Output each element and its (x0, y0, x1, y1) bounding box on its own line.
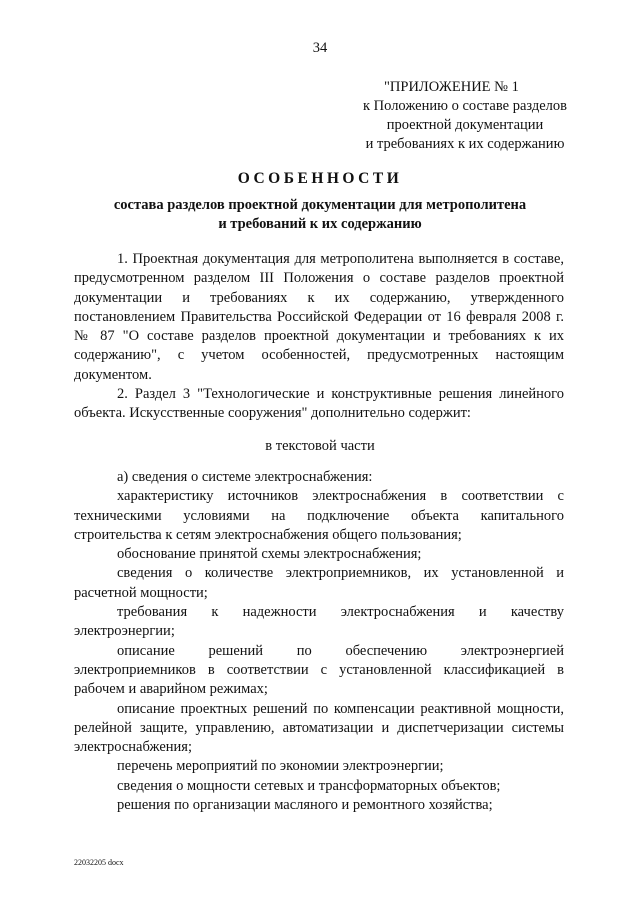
list-item: решения по организации масляного и ремонтного хозяйства; (117, 797, 493, 814)
section-heading: в текстовой части (265, 438, 375, 454)
subtitle-line: состава разделов проектной документации для метрополитена (113, 197, 527, 213)
list-item: перечень мероприятий по экономии электроэнергии; (117, 758, 444, 775)
document-title: ОСОБЕННОСТИ (237, 170, 403, 187)
list-item: сведения о мощности сетевых и трансформаторных объектов; (117, 777, 501, 794)
paragraph-1: 1. Проектная документация для метрополитена выполняется в составе, предусмотренном разделом III Положения о составе разделов проектной документации и требованиях к их содержанию, утвержденного постановлением Правительства Российской Федерации от 16 февраля 2008 г. № 87 "О составе разделов проектной документации и требованиях к их содержанию", с учетом особенностей, предусмотренных настоящим документом. (74, 251, 564, 383)
paragraph-2: 2. Раздел 3 "Технологические и конструктивные решения линейного объекта. Искусственные сооружения" дополнительно содержит: (74, 386, 564, 422)
subtitle-line: и требований к их содержанию (218, 216, 422, 232)
footer-filename: 22032205 docx (74, 858, 124, 867)
list-item: обоснование принятой схемы электроснабжения; (117, 546, 422, 563)
list-item: характеристику источников электроснабжения в соответствии с техническими условиями на подключение объекта капитального строительства к сетям электроснабжения общего пользования; (74, 488, 564, 543)
appendix-line: к Положению о составе разделов (363, 98, 567, 114)
appendix-title: "ПРИЛОЖЕНИЕ № 1 (384, 79, 519, 95)
list-item: сведения о количестве электроприемников, их установленной и расчетной мощности; (74, 565, 564, 601)
appendix-header (330, 78, 600, 154)
page-number: 34 (312, 40, 328, 56)
appendix-line: и требованиях к их содержанию (365, 136, 565, 152)
document-subtitle (80, 196, 560, 234)
list-item-a: а) сведения о системе электроснабжения: (117, 469, 373, 485)
appendix-line: проектной документации (386, 117, 544, 133)
body-section-2 (74, 468, 564, 815)
list-item: требования к надежности электроснабжения и качеству электроэнергии; (74, 604, 564, 640)
list-item: описание решений по обеспечению электроэнергией электроприемников в соответствии с установленной классификацией в рабочем и аварийном режимах; (74, 642, 564, 698)
list-item: описание проектных решений по компенсации реактивной мощности, релейной защите, управлению, автоматизации и диспетчеризации системы электроснабжения; (74, 700, 564, 756)
body-section-1 (74, 250, 564, 424)
